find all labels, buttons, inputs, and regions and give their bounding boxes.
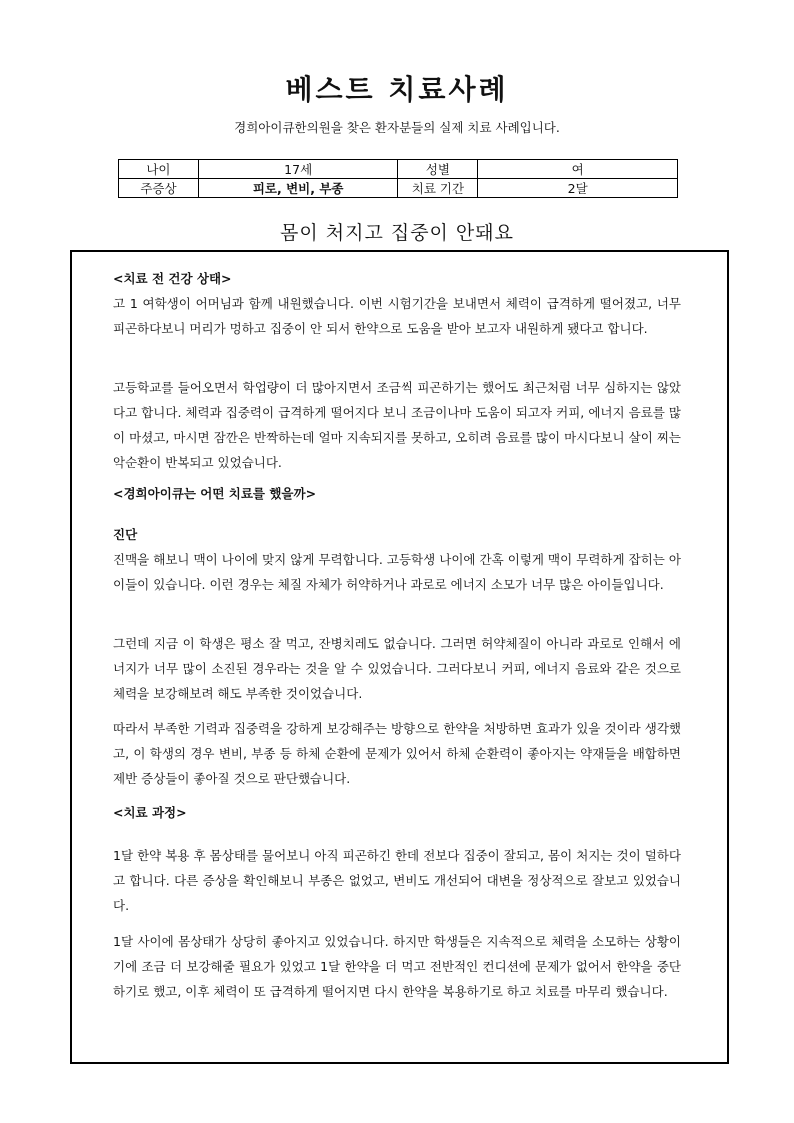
process-section-1 [113,843,681,918]
case-title: 몸이 처지고 집중이 안돼요 [279,222,514,244]
before-section [113,266,681,341]
treatment-heading: <경희아이큐는 어떤 치료를 했을까> [113,486,317,501]
diagnosis-paragraph-2: 그런데 지금 이 학생은 평소 잘 먹고, 잔병치레도 없습니다. 그러면 허약체질이 아니라 과로로 인해서 에너지가 너무 많이 소진된 경우라는 것을 알 수 있었습니다. 그러다보니 커피, 에너지 음료와 같은 것으로 체력을 보강해보려 해도 부족한 것이었습니다. [113,636,681,701]
diagnosis-heading: 진단 [113,527,138,542]
period-label: 치료 기간 [398,179,478,198]
diagnosis-section [113,522,681,597]
process-paragraph-1: 1달 한약 복용 후 몸상태를 물어보니 아직 피곤하긴 한데 전보다 집중이 잘되고, 몸이 처지는 것이 덜하다고 합니다. 다른 증상을 확인해보니 부종은 없었고, 변비도 개선되어 대변을 정상적으로 잘보고 있었습니다. [113,848,681,913]
period-value: 2달 [478,179,678,198]
process-heading: <치료 과정> [113,805,187,820]
diagnosis-paragraph-3: 따라서 부족한 기력과 집중력을 강하게 보강해주는 방향으로 한약을 처방하면 효과가 있을 것이라 생각했고, 이 학생의 경우 변비, 부종 등 하체 순환에 문제가 있어서 하체 순환력이 좋아지는 약재들을 배합하면 제반 증상들이 좋아질 것으로 판단했습니다. [113,721,681,786]
page-title: 베스트 치료사례 [285,73,509,106]
process-section [113,800,681,825]
gender-value: 여 [478,160,678,179]
symptom-label: 주증상 [119,179,199,198]
age-value: 17세 [198,160,398,179]
patient-info-table [118,159,678,198]
symptom-value: 피로, 변비, 부종 [198,179,398,198]
before-paragraph-1: 고 1 여학생이 어머님과 함께 내원했습니다. 이번 시험기간을 보내면서 체력이 급격하게 떨어졌고, 너무 피곤하다보니 머리가 멍하고 집중이 안 되서 한약으로 도움을 받아 보고자 내원하게 됐다고 합니다. [113,296,681,336]
before-section-2 [113,375,681,475]
process-section-2 [113,929,681,1004]
diagnosis-section-3 [113,716,681,791]
before-treatment-heading: <치료 전 건강 상태> [113,271,232,286]
diagnosis-paragraph-1: 진맥을 해보니 맥이 나이에 맞지 않게 무력합니다. 고등학생 나이에 간혹 이렇게 맥이 무력하게 잡히는 아이들이 있습니다. 이런 경우는 체질 자체가 허약하거나 과로로 에너지 소모가 너무 많은 아이들입니다. [113,552,681,592]
table-row [119,160,678,179]
diagnosis-section-2 [113,631,681,706]
treatment-section [113,481,681,506]
process-paragraph-2: 1달 사이에 몸상태가 상당히 좋아지고 있었습니다. 하지만 학생들은 지속적으로 체력을 소모하는 상황이기에 조금 더 보강해줄 필요가 있었고 1달 한약을 더 먹고 전반적인 컨디션에 문제가 없어서 한약을 중단하기로 했고, 이후 체력이 또 급격하게 떨어지면 다시 한약을 복용하기로 하고 치료를 마무리 했습니다. [113,934,681,999]
table-row [119,179,678,198]
gender-label: 성별 [398,160,478,179]
before-paragraph-2: 고등학교를 들어오면서 학업량이 더 많아지면서 조금씩 피곤하기는 했어도 최근처럼 너무 심하지는 않았다고 합니다. 체력과 집중력이 급격하게 떨어지다 보니 조금이나마 도움이 되고자 커피, 에너지 음료를 많이 마셨고, 마시면 잠깐은 반짝하는데 얼마 지속되지를 못하고, 오히려 음료를 많이 마시다보니 살이 찌는 악순환이 반복되고 있었습니다. [113,380,681,470]
age-label: 나이 [119,160,199,179]
page-subtitle: 경희아이큐한의원을 찾은 환자분들의 실제 치료 사례입니다. [234,120,560,135]
